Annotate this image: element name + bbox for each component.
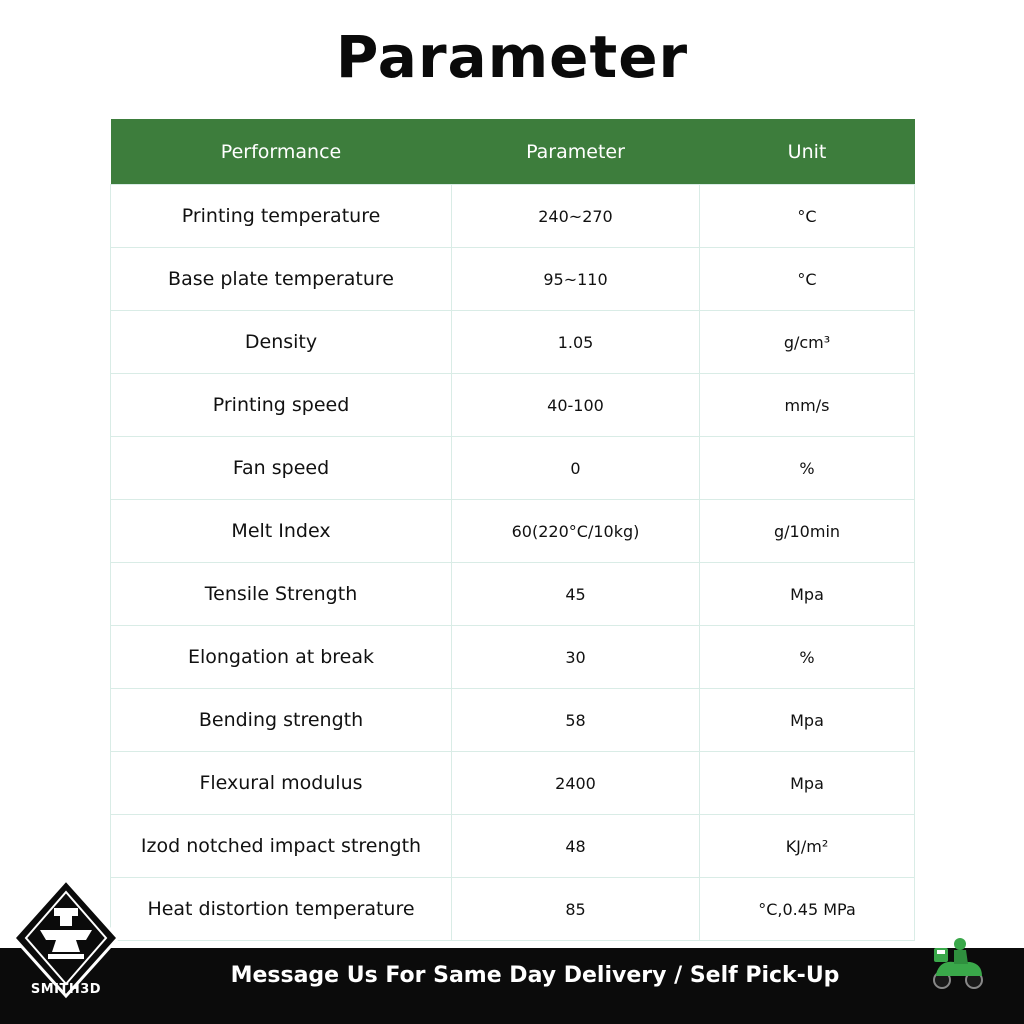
- table-row: [111, 437, 915, 500]
- cell-parameter: 48: [452, 815, 700, 878]
- cell-parameter: 85: [452, 878, 700, 941]
- cell-performance: Base plate temperature: [111, 248, 452, 311]
- header-performance: Performance: [111, 119, 452, 185]
- cell-unit: Mpa: [700, 563, 915, 626]
- cell-performance: Melt Index: [111, 500, 452, 563]
- cell-performance: Printing temperature: [111, 185, 452, 248]
- table-row: [111, 878, 915, 941]
- smith3d-logo: [10, 878, 122, 1018]
- cell-parameter: 40-100: [452, 374, 700, 437]
- parameter-table: [110, 119, 915, 941]
- cell-unit: g/cm³: [700, 311, 915, 374]
- cell-performance: Fan speed: [111, 437, 452, 500]
- table-row: [111, 311, 915, 374]
- scooter-badge: [926, 930, 990, 994]
- footer-banner: [0, 948, 1024, 1024]
- cell-parameter: 60(220°C/10kg): [452, 500, 700, 563]
- cell-parameter: 95~110: [452, 248, 700, 311]
- cell-unit: Mpa: [700, 689, 915, 752]
- cell-unit: mm/s: [700, 374, 915, 437]
- cell-performance: Tensile Strength: [111, 563, 452, 626]
- table-row: [111, 815, 915, 878]
- page-title: Parameter: [335, 23, 689, 91]
- cell-parameter: 30: [452, 626, 700, 689]
- cell-unit: KJ/m²: [700, 815, 915, 878]
- logo-text: SMITH3D: [30, 982, 102, 997]
- table-row: [111, 185, 915, 248]
- cell-performance: Flexural modulus: [111, 752, 452, 815]
- header-parameter: Parameter: [452, 119, 700, 185]
- cell-unit: %: [700, 626, 915, 689]
- header-unit: Unit: [700, 119, 915, 185]
- cell-parameter: 45: [452, 563, 700, 626]
- cell-parameter: 58: [452, 689, 700, 752]
- cell-parameter: 240~270: [452, 185, 700, 248]
- cell-parameter: 0: [452, 437, 700, 500]
- table-body: [111, 185, 915, 941]
- table-row: [111, 500, 915, 563]
- table-row: [111, 374, 915, 437]
- cell-unit: g/10min: [700, 500, 915, 563]
- cell-performance: Printing speed: [111, 374, 452, 437]
- table-row: [111, 689, 915, 752]
- table-row: [111, 563, 915, 626]
- cell-performance: Heat distortion temperature: [111, 878, 452, 941]
- cell-performance: Elongation at break: [111, 626, 452, 689]
- cell-performance: Density: [111, 311, 452, 374]
- anvil-logo-icon: [10, 878, 122, 1018]
- delivery-scooter-icon: [926, 930, 990, 994]
- table-row: [111, 752, 915, 815]
- cell-performance: Izod notched impact strength: [111, 815, 452, 878]
- cell-parameter: 2400: [452, 752, 700, 815]
- cell-unit: °C,0.45 MPa: [700, 878, 915, 941]
- table-row: [111, 626, 915, 689]
- table-row: [111, 248, 915, 311]
- cell-unit: Mpa: [700, 752, 915, 815]
- cell-unit: %: [700, 437, 915, 500]
- table-header-row: [111, 119, 915, 185]
- cell-performance: Bending strength: [111, 689, 452, 752]
- cell-parameter: 1.05: [452, 311, 700, 374]
- cell-unit: °C: [700, 248, 915, 311]
- footer-message[interactable]: Message Us For Same Day Delivery / Self Pick-Up: [230, 963, 840, 988]
- cell-unit: °C: [700, 185, 915, 248]
